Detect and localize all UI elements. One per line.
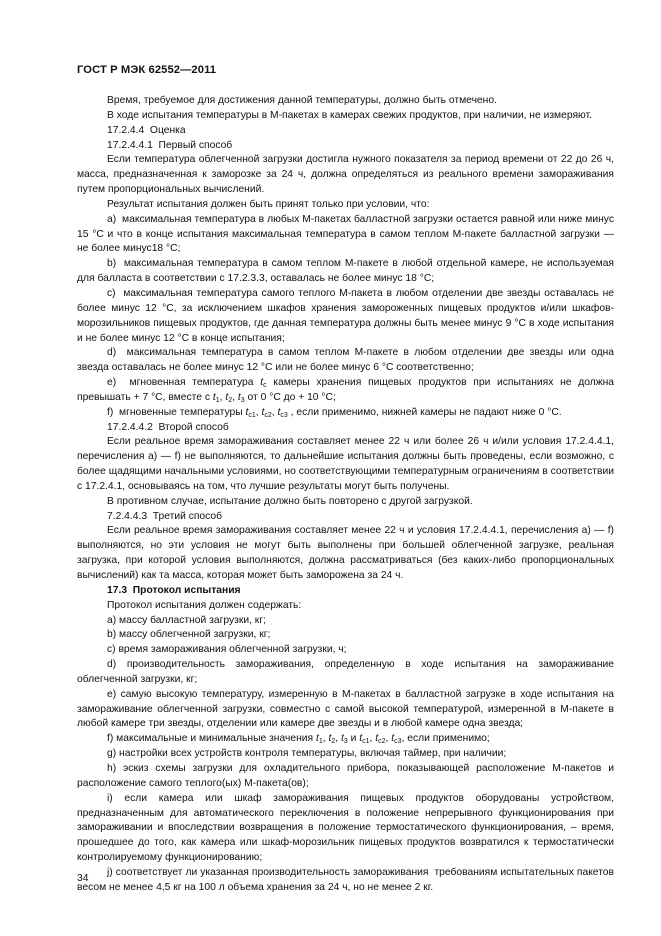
paragraph: Результат испытания должен быть принят только при условии, что: [107, 198, 430, 210]
paragraph: с) максимальная температура самого теплого М-пакета в любом отделении две звезды оставалась не более минус 12 °С, за исключением шкафов хранения замороженных пищевых продуктов и/или шкафов-морозильников пищевых продуктов, где данная температура должны быть менее минус 9 °С в ходе испытания и не более минус 12 °С в конце испытания; [77, 287, 614, 344]
paragraph: Время, требуемое для достижения данной температуры, должно быть отмечено. [107, 95, 497, 106]
paragraph: f) максимальные и минимальные значения $t_1$, $t_2$, $t_3$ и $t_{c1}$, $t_{c2}$, $t_{c3}$, если применимо; [107, 733, 490, 746]
paragraph: 17.2.4.4.1 Первый способ [107, 139, 233, 151]
paragraph: Если реальное время замораживания составляет менее 22 ч или более 26 ч и/или условия 17.2.4.4.1, перечисления а) — f) не выполняются, то дальнейшие испытания должны быть проведены, если возможно, с более щадящими начальными условиями, но соответствующими температурным ограничениям в соответствии с 17.2.4.1, основываясь на том, что лучшие результаты могут быть получены. [77, 436, 614, 492]
paragraph: 17.2.4.4 Оценка [107, 124, 186, 136]
paragraph: В ходе испытания температуры в М-пакетах в камерах свежих продуктов, при наличии, не измеряют. [107, 109, 592, 121]
paragraph: Протокол испытания должен содержать: [107, 599, 302, 611]
paragraph: а) массу балластной загрузки, кг; [107, 614, 266, 626]
paragraph: В противном случае, испытание должно быть повторено с другой загрузкой. [107, 495, 473, 507]
paragraph: h) эскиз схемы загрузки для охладительного прибора, показывающей расположение М-пакетов и расположение самого теплого(ых) М-пакета(ов); [77, 762, 614, 789]
paragraph: е) мгновенная температура $t_c$ камеры хранения пищевых продуктов при испытаниях не должна превышать + 7 °С, вместе с $t_1$, $t_2$, $t_3$ от 0 °С до + 10 °С; [77, 377, 615, 404]
paragraph: Если температура облегченной загрузки достигла нужного показателя за период времени от 22 до 26 ч, масса, предназначенная к заморозке за 24 ч, должна определяться из реального времени замораживания путем пропорциональных вычислений. [77, 154, 614, 196]
paragraph: g) настройки всех устройств контроля температуры, включая таймер, при наличии; [107, 748, 507, 760]
paragraph: с) время замораживания облегченной загрузки, ч; [107, 644, 347, 656]
paragraph: Если реальное время замораживания составляет менее 22 ч и условия 17.2.4.4.1, перечисления а) — f) выполняются, но эти условия не могут быть выполнены при большей облегченной загрузке, реальная загрузка, при которой условия выполняются, должна рассматриваться (без каких-либо пропорциональных вычислений) как та масса, которая может быть заморожена за 24 ч. [77, 525, 614, 581]
paragraph: b) максимальная температура в самом теплом М-пакете в любой отдельной камере, не используемая для балласта в соответствии с 17.2.3.3, оставалась не более минус 18 °С; [77, 258, 614, 285]
paragraph: 17.2.4.4.2 Второй способ [107, 421, 229, 433]
paragraph: b) массу облегченной загрузки, кг; [107, 629, 271, 641]
paragraph: d) максимальная температура в самом теплом М-пакете в любом отделении две звезды или одна звезда оставалась не более минус 12 °С или не более минус 6 °С соответственно; [77, 347, 614, 374]
document-body [77, 94, 614, 896]
paragraph: j) соответствует ли указанная производительность замораживания требованиям испытательных пакетов весом не менее 4,5 кг на 100 л объема хранения за 24 ч, но не менее 2 кг. [77, 866, 614, 893]
page-number: 34 [77, 873, 89, 884]
paragraph: i) если камера или шкаф замораживания пищевых продуктов оборудованы устройством, предназначенным для автоматического переключения в положение непрерывного функционирования при замораживании и впоследствии возвращения в положение термостатического функционирования, – время, прошедшее до того, как камера или шкаф-морозильник пищевых продуктов возвратился к термостатически контролируемому функционированию; [77, 792, 614, 864]
section-heading: 17.3 Протокол испытания [107, 584, 241, 596]
paragraph: f) мгновенные температуры $t_{c1}$, $t_{c2}$, $t_{c3}$ , если применимо, нижней камеры не падают ниже 0 °С. [107, 406, 562, 419]
paragraph: а) максимальная температура в любых М-пакетах балластной загрузки остается равной или ниже минус 15 °С и что в конце испытания максимальная температура в самом теплом М-пакете балластной загрузки — не более минус18 °С; [77, 213, 614, 255]
paragraph: 7.2.4.4.3 Третий способ [107, 510, 223, 522]
paragraph: е) самую высокую температуру, измеренную в М-пакетах в балластной загрузке в ходе испытания на замораживание облегченной загрузки, совместно с самой высокой температурой, измеренной в М-пакете в любой камере три звезды, отделении или камере две звезды и в любой камере одна звезда; [77, 688, 614, 730]
standard-header: ГОСТ Р МЭК 62552—2011 [77, 64, 217, 76]
paragraph: d) производительность замораживания, определенную в ходе испытания на замораживание облегченной загрузки, кг; [77, 659, 614, 685]
